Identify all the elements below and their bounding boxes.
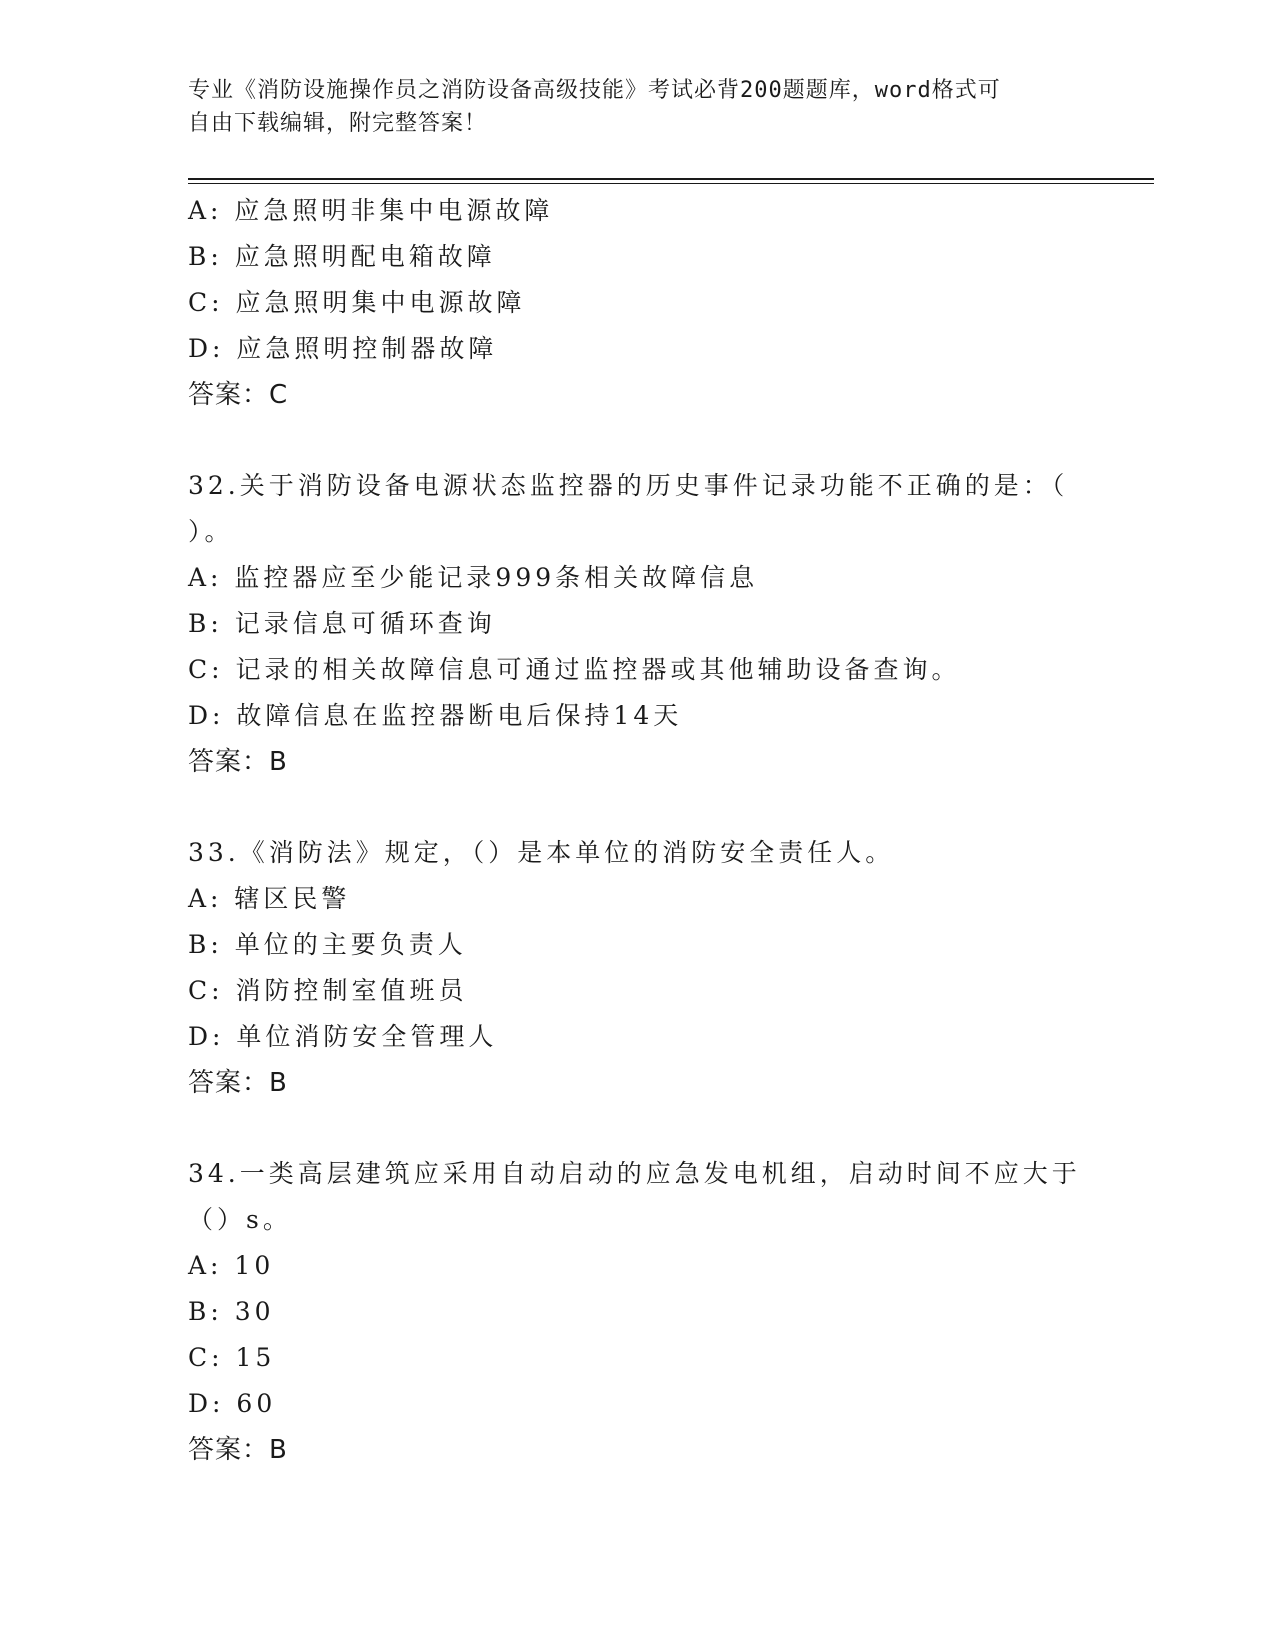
- header-rule-thin: [188, 183, 1154, 184]
- question-stem-line-2: （）s。: [188, 1205, 292, 1234]
- option-d: D: 单位消防安全管理人: [188, 1022, 498, 1051]
- option-b: B: 记录信息可循环查询: [188, 609, 496, 638]
- option-b: B: 应急照明配电箱故障: [188, 242, 496, 271]
- answer: 答案：B: [188, 1068, 288, 1098]
- question-34: [188, 1151, 1088, 1473]
- question-stem-line-1: 32.关于消防设备电源状态监控器的历史事件记录功能不正确的是：（: [188, 471, 1069, 500]
- option-b: B: 30: [188, 1297, 275, 1326]
- option-a: A: 10: [188, 1251, 275, 1280]
- question-stem-line-2: ）。: [188, 517, 234, 546]
- option-c: C: 应急照明集中电源故障: [188, 288, 526, 317]
- option-c: C: 记录的相关故障信息可通过监控器或其他辅助设备查询。: [188, 655, 961, 684]
- option-d: D: 60: [188, 1389, 277, 1418]
- answer: 答案：B: [188, 1435, 288, 1465]
- option-a: A: 监控器应至少能记录999条相关故障信息: [188, 563, 759, 592]
- option-d: D: 应急照明控制器故障: [188, 334, 498, 363]
- header-line-1: 专业《消防设施操作员之消防设备高级技能》考试必背200题题库，word格式可: [188, 78, 1001, 103]
- option-b: B: 单位的主要负责人: [188, 930, 467, 959]
- question-33: [188, 830, 1088, 1106]
- document-header: [188, 74, 1068, 140]
- option-a: A: 应急照明非集中电源故障: [188, 196, 554, 225]
- header-rule-thick: [188, 178, 1154, 180]
- option-a: A: 辖区民警: [188, 884, 351, 913]
- question-list: [188, 188, 1088, 1473]
- option-c: C: 15: [188, 1343, 276, 1372]
- answer: 答案：C: [188, 380, 289, 410]
- question-31: [188, 188, 1088, 418]
- question-stem-line-1: 34.一类高层建筑应采用自动启动的应急发电机组，启动时间不应大于: [188, 1159, 1081, 1188]
- question-32: [188, 463, 1088, 785]
- header-line-2: 自由下载编辑，附完整答案！: [188, 111, 488, 136]
- question-stem-line-1: 33.《消防法》规定，（）是本单位的消防安全责任人。: [188, 838, 895, 867]
- option-d: D: 故障信息在监控器断电后保持14天: [188, 701, 683, 730]
- option-c: C: 消防控制室值班员: [188, 976, 468, 1005]
- answer: 答案：B: [188, 747, 288, 777]
